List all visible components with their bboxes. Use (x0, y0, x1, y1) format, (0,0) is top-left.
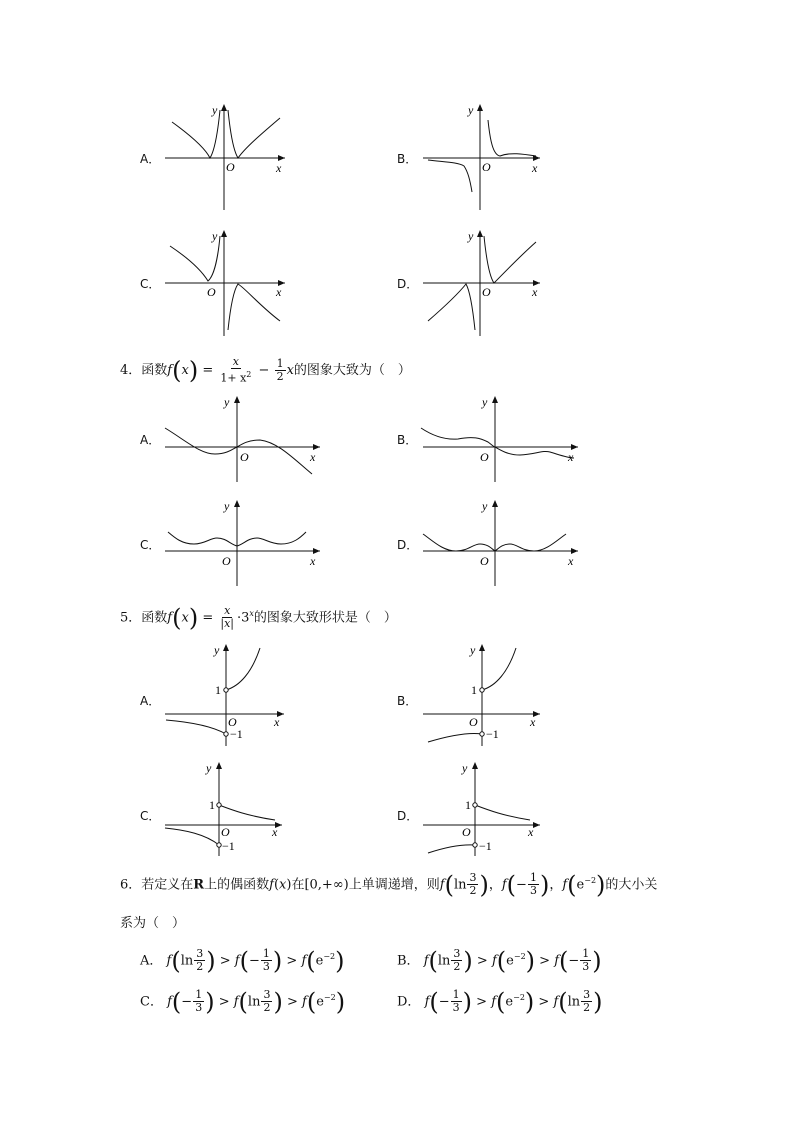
q6-f-2: f (501, 877, 507, 893)
f: f (424, 994, 430, 1010)
q6-option-b-label: B． (397, 953, 420, 969)
y-axis-label: y (468, 103, 474, 117)
num: 1 (262, 947, 270, 961)
gt: > (535, 953, 555, 969)
q6-question-line1: 6．若定义在R上的偶函数f(x)在[0,+∞)上单调递增，则f(ln $\frac{3}{2}$ )，f(− $\frac{1}{3}$ )，$f(e^{-2})$的大小关 (120, 870, 658, 899)
q3-option-a-label[interactable]: A． (140, 152, 161, 166)
q5-graph-b (418, 640, 548, 748)
q6-option-b[interactable]: B． f(ln $\frac{3}{2}$ ) > $f(e^{-2}) > f(-$ $\frac{1}{3}$ ) (397, 946, 602, 975)
x-axis-label: x (568, 554, 574, 568)
q4-graph-d (418, 496, 583, 588)
q4-fraction-1 (218, 356, 253, 385)
q3-graph-d (418, 226, 548, 338)
exp: −2 (513, 952, 526, 961)
gt: > (534, 994, 554, 1010)
num: 3 (196, 947, 204, 961)
q6-f-3: f (562, 877, 568, 893)
q6-number: 6． (120, 877, 142, 893)
f: f (553, 994, 559, 1010)
f: f (167, 994, 172, 1010)
q5-prefix: 函数 (141, 610, 168, 626)
ln: ln (180, 953, 194, 969)
f: f (423, 953, 429, 969)
frac-1-3 (193, 989, 204, 1014)
q4-suffix: 的图象大致为（ ） (293, 362, 411, 378)
q5-suffix: 的图象大致形状是（ ） (253, 610, 397, 626)
q6-ln: ln (453, 877, 467, 893)
origin-label: O (228, 715, 237, 729)
f: f (302, 994, 307, 1010)
y-axis-label: y (214, 643, 220, 657)
gt: > (214, 994, 234, 1010)
gt: > (472, 953, 492, 969)
q4-option-c-label[interactable]: C． (140, 538, 161, 552)
q4-fx: f (167, 362, 173, 378)
q4-minus: − (254, 362, 274, 378)
q3-graph-a (160, 100, 290, 212)
gt: > (282, 994, 302, 1010)
exp: −2 (323, 952, 336, 961)
gt: > (215, 953, 235, 969)
den: 3 (262, 960, 270, 974)
q4-question: 4．函数f(x) = $\frac{x}{1+ x^2}$ − $\frac{1}{2}$ x的图象大致为（ ） (120, 355, 411, 385)
q4-tail-var: x (286, 362, 294, 378)
origin-label: O (469, 715, 478, 729)
q4-option-a-label[interactable]: A． (140, 433, 161, 447)
x-axis-label: x (528, 825, 534, 839)
q6-option-d-label: D． (397, 994, 421, 1010)
origin-label: O (222, 554, 231, 568)
q6-option-c[interactable]: C． f(− $\frac{1}{3}$ ) > f(ln $\frac{3}{2}$ ) > $f(e^{-2})$ (140, 987, 346, 1016)
f: f (491, 994, 497, 1010)
frac-3-2 (261, 989, 272, 1014)
y-axis-label: y (224, 395, 230, 409)
y-axis-label: y (462, 761, 468, 775)
q3-graph-b (418, 100, 548, 212)
minus-one-label: −1 (479, 839, 492, 853)
q6-den-3: 3 (529, 884, 537, 898)
f: f (491, 953, 497, 969)
origin-label: O (226, 160, 235, 174)
origin-label: O (480, 450, 489, 464)
q6-num-3: 3 (469, 871, 477, 885)
q6-fx: f (269, 877, 274, 893)
y-axis-label: y (482, 499, 488, 513)
x-axis-label: x (310, 554, 316, 568)
gt: > (282, 953, 302, 969)
origin-label: O (482, 160, 491, 174)
frac-3-2 (451, 948, 462, 973)
q5-option-a-label[interactable]: A． (140, 694, 161, 708)
q5-eq: = (198, 610, 218, 626)
num: 1 (582, 947, 590, 961)
q6-option-d[interactable]: D． f(− $\frac{1}{3}$ ) > $f(e^{-2}) > f(\ln$ $\frac{3}{2}$ ) (397, 987, 603, 1016)
one-label: 1 (215, 683, 221, 697)
x-axis-label: x (274, 715, 280, 729)
minus-one-label: −1 (222, 839, 235, 853)
x-axis-label: x (530, 715, 536, 729)
y-axis-label: y (468, 229, 474, 243)
q4-frac1-den: 1+ x (220, 371, 247, 385)
den: 3 (195, 1001, 203, 1015)
neg: − (181, 994, 193, 1010)
ln: ln (437, 953, 451, 969)
den: 3 (582, 960, 590, 974)
num: 3 (263, 988, 271, 1002)
q6-interval: [0,+∞) (304, 877, 349, 893)
origin-label: O (240, 450, 249, 464)
q4-frac1-num: x (232, 355, 239, 368)
frac-1-3 (451, 989, 462, 1014)
den: 2 (263, 1001, 271, 1015)
num: 3 (453, 947, 461, 961)
q5-option-c-label[interactable]: C． (140, 809, 161, 823)
f: f (554, 953, 560, 969)
minus-one-label: −1 (230, 727, 243, 741)
q6-set-R: R (193, 877, 205, 893)
e: e (506, 953, 514, 969)
q6-option-c-label: C． (140, 994, 163, 1010)
den: 2 (583, 1001, 591, 1015)
den: 2 (196, 960, 204, 974)
q6-question-line2: 系为（ ） (120, 916, 186, 931)
num: 1 (195, 988, 203, 1002)
neg: − (248, 953, 260, 969)
f: f (301, 953, 307, 969)
q4-graph-c (160, 496, 325, 588)
q3-option-d-label[interactable]: D． (397, 277, 419, 291)
q4-number: 4． (120, 362, 142, 378)
q5-frac-num: x (224, 604, 231, 618)
q4-eq: = (198, 362, 218, 378)
den: 3 (452, 1001, 460, 1015)
q6-e: e (576, 877, 585, 893)
origin-label: O (462, 825, 471, 839)
neg: − (568, 953, 580, 969)
f: f (233, 994, 239, 1010)
q6-option-a[interactable]: A． f(ln $\frac{3}{2}$ ) > f(− $\frac{1}{3}$ ) > $f(e^{-2})$ (140, 946, 345, 975)
x-axis-label: x (532, 285, 538, 299)
x-axis-label: x (568, 450, 574, 464)
f: f (234, 953, 240, 969)
y-axis-label: y (482, 395, 488, 409)
den: 2 (453, 960, 461, 974)
q4-graph-a (160, 392, 325, 484)
q5-fraction (218, 605, 236, 630)
one-label: 1 (471, 683, 477, 697)
ln: ln (567, 994, 581, 1010)
one-label: 1 (209, 798, 215, 812)
one-label: 1 (465, 798, 471, 812)
q6-frac-1-3 (528, 872, 539, 897)
q5-fx: f (167, 610, 173, 626)
x-axis-label: x (276, 285, 282, 299)
q3-option-c-label[interactable]: C． (140, 277, 161, 291)
q4-frac2-num: 1 (276, 356, 284, 370)
q6-f-1: f (439, 877, 445, 893)
x-axis-label: x (310, 450, 316, 464)
frac-3-2 (581, 989, 592, 1014)
q6-comma-2: ， (549, 877, 563, 893)
e: e (316, 994, 324, 1010)
neg: − (438, 994, 450, 1010)
q6-den-2: 2 (469, 884, 477, 898)
q6-neg: − (516, 877, 527, 893)
q5-exp: x (249, 609, 254, 618)
origin-label: O (221, 825, 230, 839)
x-axis-label: x (532, 161, 538, 175)
q6-text-b: 上的偶函数 (204, 877, 270, 893)
gt: > (472, 994, 492, 1010)
q6-text-a: 若定义在 (141, 877, 194, 893)
y-axis-label: y (224, 499, 230, 513)
exp: −2 (323, 993, 336, 1002)
q5-times: ·3 (237, 610, 250, 626)
q4-frac1-exp: 2 (246, 370, 252, 379)
origin-label: O (207, 285, 216, 299)
q4-frac2-den: 2 (276, 369, 284, 383)
frac-1-3 (261, 948, 272, 973)
e: e (505, 994, 514, 1010)
y-axis-label: y (212, 103, 218, 117)
exp: −2 (513, 993, 525, 1002)
q6-text-c: 在 (291, 877, 305, 893)
f: f (166, 953, 172, 969)
q4-prefix: 函数 (141, 362, 168, 378)
q5-graph-d (418, 758, 548, 858)
frac-1-3 (580, 948, 591, 973)
q6-frac-3-2 (467, 872, 478, 897)
q5-graph-a (160, 640, 290, 748)
y-axis-label: y (470, 643, 476, 657)
y-axis-label: y (212, 229, 218, 243)
ln: ln (247, 994, 261, 1010)
q6-arg: x (279, 877, 287, 893)
q4-graph-b (418, 392, 583, 484)
q5-arg: x (181, 610, 189, 626)
q5-graph-c (160, 758, 290, 858)
e: e (315, 953, 324, 969)
origin-label: O (482, 285, 491, 299)
q3-graph-c (160, 226, 290, 338)
x-axis-label: x (276, 161, 282, 175)
q6-eexp: −2 (584, 876, 597, 885)
q5-number: 5． (120, 610, 142, 626)
q4-option-d-label[interactable]: D． (397, 538, 419, 552)
x-axis-label: x (272, 825, 278, 839)
origin-label: O (480, 554, 489, 568)
q4-fraction-2 (275, 358, 286, 383)
q4-option-b-label[interactable]: B． (397, 433, 418, 447)
q5-option-d-label[interactable]: D． (397, 809, 419, 823)
q4-arg: x (181, 362, 189, 378)
frac-3-2 (194, 948, 205, 973)
q6-text-d: 上单调递增，则 (348, 877, 440, 893)
y-axis-label: y (206, 761, 212, 775)
minus-one-label: −1 (486, 727, 499, 741)
q5-frac-den: |x| (220, 617, 234, 631)
num: 3 (583, 988, 591, 1002)
q5-option-b-label[interactable]: B． (397, 694, 418, 708)
q6-text-e: 的大小关 (605, 877, 658, 893)
q6-option-a-label: A． (140, 953, 163, 969)
q3-option-b-label[interactable]: B． (397, 152, 418, 166)
q5-question: 5．函数f(x) = $\frac{x}{|x|}$ $\cdot 3^x$的图象大致形状是（ ） (120, 603, 397, 632)
num: 1 (452, 988, 460, 1002)
q6-num-1: 1 (529, 871, 537, 885)
q6-comma: ， (488, 877, 502, 893)
